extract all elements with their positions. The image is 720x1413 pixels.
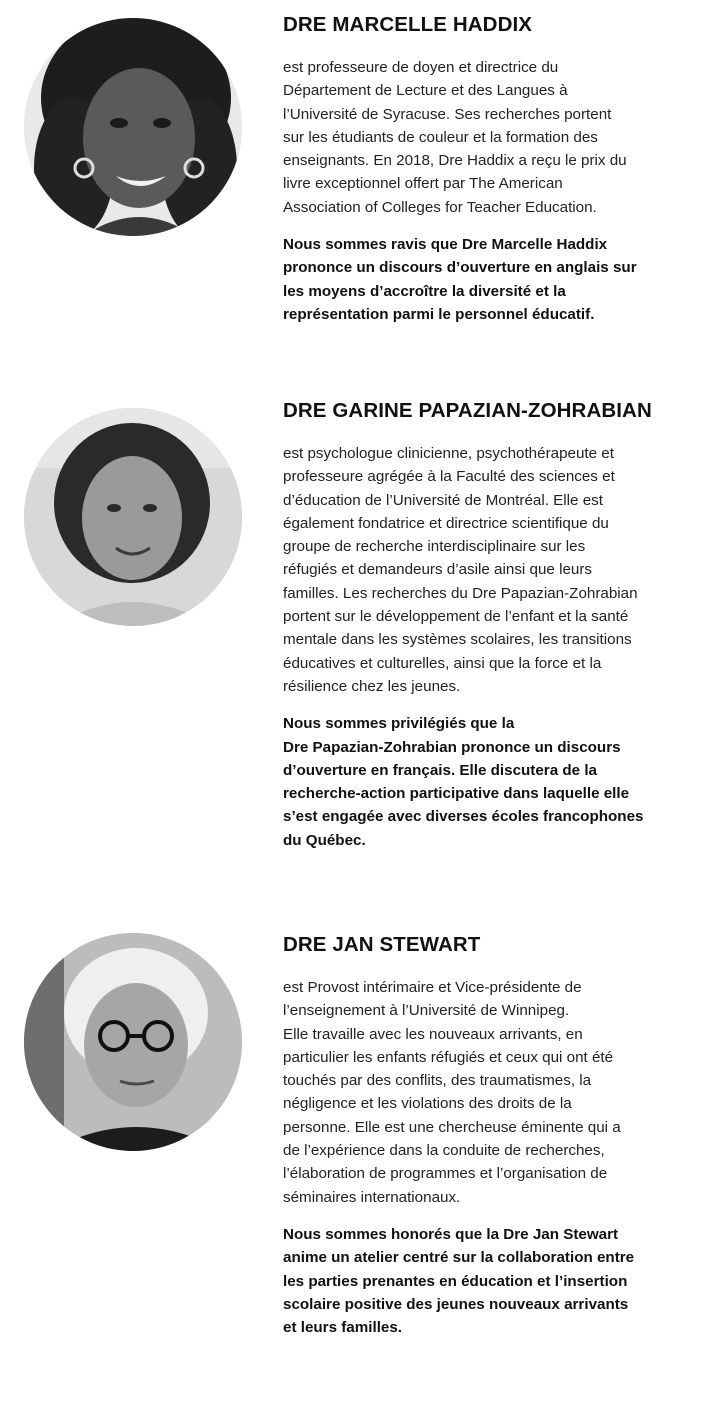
highlight-line: Dre Papazian-Zohrabian prononce un discours [283,738,621,756]
highlight-line: prononce un discours d’ouverture en anglais sur [283,259,637,277]
highlight-line: Nous sommes ravis que Dre Marcelle Haddix [283,236,608,254]
portrait-photo [24,408,242,626]
bio-line: l’enseignement à l’Université de Winnipeg. [283,1002,570,1020]
bio-line: l’élaboration de programmes et l’organisation de [283,1165,608,1183]
portrait-stewart-icon [24,933,242,1151]
speaker-highlight [283,1223,708,1339]
bio-line: enseignants. En 2018, Dre Haddix a reçu le prix du [283,152,627,170]
bio-line: l’Université de Syracuse. Ses recherches portent [283,105,612,123]
bio-line: touchés par des conflits, des traumatismes, la [283,1072,592,1090]
speaker-bio [283,56,708,219]
bio-line: personne. Elle est une chercheuse éminente qui a [283,1118,621,1136]
bio-line: réfugiés et demandeurs d’asile ainsi que leurs [283,561,592,579]
speaker-bio [283,976,708,1209]
highlight-line: scolaire positive des jeunes nouveaux arrivants [283,1295,629,1313]
bio-line: résilience chez les jeunes. [283,677,461,695]
bio-line: Elle travaille avec les nouveaux arrivants, en [283,1025,583,1043]
bio-line: livre exceptionnel offert par The American [283,175,563,193]
bio-line: est professeure de doyen et directrice du [283,59,559,76]
portrait-photo [24,933,242,1151]
highlight-line: du Québec. [283,831,366,849]
bio-line: particulier les enfants réfugiés et ceux qui ont été [283,1048,614,1066]
speaker-highlight [283,233,708,326]
highlight-line: les parties prenantes en éducation et l’insertion [283,1272,628,1290]
highlight-line: Nous sommes privilégiés que la [283,715,515,733]
speaker-name: DRE GARINE PAPAZIAN-ZOHRABIAN [283,399,652,422]
portrait-photo [24,18,242,236]
highlight-line: et leurs familles. [283,1319,403,1337]
highlight-line: les moyens d’accroître la diversité et la [283,282,566,300]
speaker-highlight [283,712,708,852]
highlight-line: anime un atelier centré sur la collaboration entre [283,1249,635,1267]
speaker-bio [283,442,708,698]
bio-line: éducatives et culturelles, ainsi que la force et la [283,654,602,672]
bio-line: mentale dans les systèmes scolaires, les transitions [283,631,632,649]
speaker-name: DRE JAN STEWART [283,933,481,956]
highlight-line: s’est engagée avec diverses écoles francophones [283,808,644,826]
bio-line: séminaires internationaux. [283,1188,461,1206]
bio-line: de l’expérience dans la conduite de recherches, [283,1142,605,1160]
bio-line: est Provost intérimaire et Vice-présidente de [283,979,582,996]
bio-line: négligence et les violations des droits de la [283,1095,572,1113]
bio-line: Association of Colleges for Teacher Education. [283,198,597,216]
bio-line: professeure agrégée à la Faculté des sciences et [283,468,615,486]
bio-line: est psychologue clinicienne, psychothérapeute et [283,445,614,462]
bio-line: groupe de recherche interdisciplinaire sur les [283,538,586,556]
bio-line: familles. Les recherches du Dre Papazian-Zohrabian [283,584,638,602]
highlight-line: recherche-action participative dans laquelle elle [283,785,630,803]
highlight-line: d’ouverture en français. Elle discutera de la [283,761,597,779]
portrait-papazian-zohrabian-icon [24,408,242,626]
highlight-line: Nous sommes honorés que la Dre Jan Stewart [283,1225,619,1243]
speaker-name: DRE MARCELLE HADDIX [283,13,533,36]
bio-line: portent sur le développement de l’enfant et la santé [283,608,629,626]
highlight-line: représentation parmi le personnel éducatif. [283,305,595,323]
portrait-haddix-icon [24,18,242,236]
bio-line: d’éducation de l’Université de Montréal. Elle est [283,491,603,509]
bio-line: également fondatrice et directrice scientifique du [283,514,609,532]
bio-line: Département de Lecture et des Langues à [283,82,568,100]
bio-line: sur les étudiants de couleur et la formation des [283,128,598,146]
